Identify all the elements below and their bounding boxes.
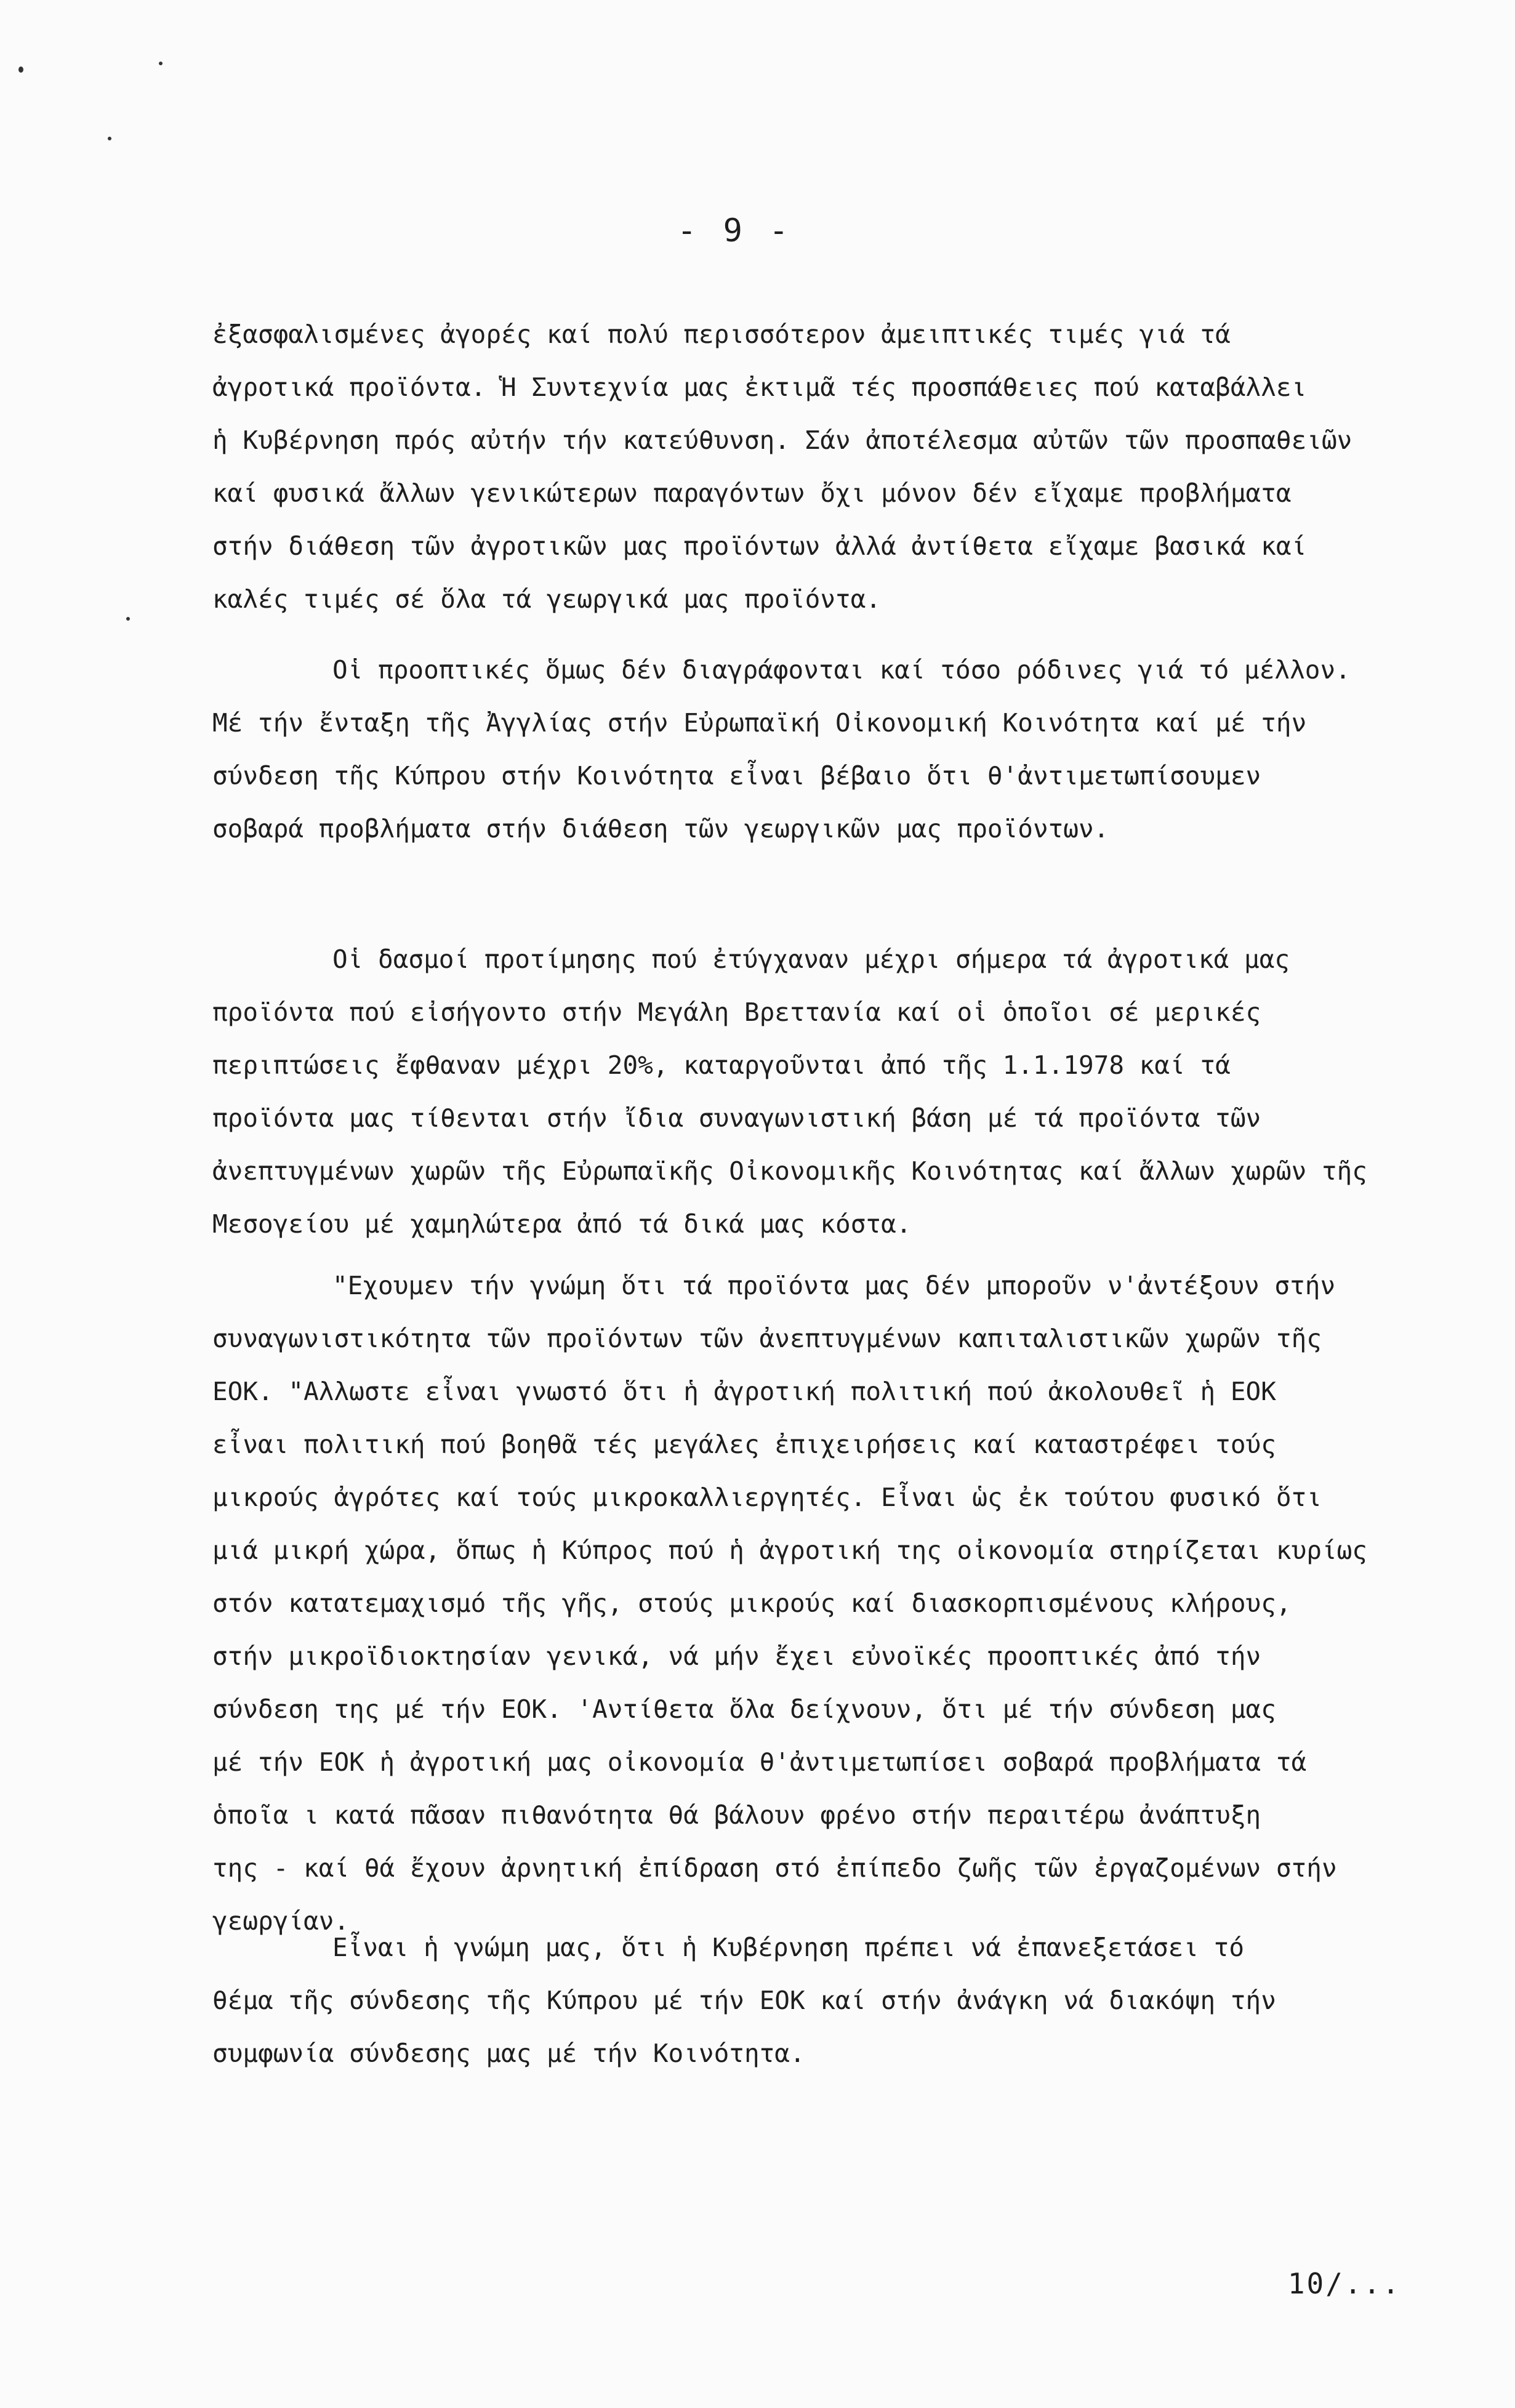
scan-speck	[159, 62, 163, 65]
text-line: Μέ τήν ἔνταξη τῆς Ἀγγλίας στήν Εὐρωπαϊκή Οἰκονομική Κοινότητα καί μέ τήν	[212, 708, 1307, 738]
text-line: καλές τιμές σέ ὅλα τά γεωργικά μας προϊόντα.	[212, 584, 882, 614]
scan-speck	[108, 137, 111, 140]
text-line: ἐξασφαλισμένες ἀγορές καί πολύ περισσότερον ἀμειπτικές τιμές γιά τά	[212, 320, 1231, 349]
text-line: Οἱ δασμοί προτίμησης πού ἐτύγχαναν μέχρι σήμερα τά ἀγροτικά μας	[332, 944, 1290, 974]
paragraph-4	[212, 1259, 1382, 1947]
text-line: ἡ Κυβέρνηση πρός αὐτήν τήν κατεύθυνση. Σάν ἀποτέλεσμα αὐτῶν τῶν προσπαθειῶν	[212, 425, 1352, 455]
text-line: σύνδεση της μέ τήν ΕΟΚ. 'Αντίθετα ὅλα δείχνουν, ὅτι μέ τήν σύνδεση μας	[212, 1694, 1276, 1724]
text-line: θέμα τῆς σύνδεσης τῆς Κύπρου μέ τήν ΕΟΚ καί στήν ἀνάγκη νά διακόψη τήν	[212, 1986, 1276, 2015]
text-line: στόν κατατεμαχισμό τῆς γῆς, στούς μικρούς καί διασκορπισμένους κλήρους,	[212, 1589, 1292, 1618]
text-line: "Εχουμεν τήν γνώμη ὅτι τά προϊόντα μας δέν μποροῦν ν'ἀντέξουν στήν	[332, 1271, 1336, 1300]
scan-speck	[18, 66, 23, 73]
paragraph-2	[212, 643, 1382, 855]
page-number: - 9 -	[677, 212, 792, 249]
text-line: γεωργίαν.	[212, 1906, 350, 1936]
text-line: συναγωνιστικότητα τῶν προϊόντων τῶν ἀνεπτυγμένων καπιταλιστικῶν χωρῶν τῆς	[212, 1324, 1322, 1353]
continuation-marker: 10/...	[1287, 2267, 1401, 2300]
paragraph-1	[212, 308, 1382, 626]
text-line: μέ τήν ΕΟΚ ἡ ἀγροτική μας οἰκονομία θ'ἀντιμετωπίσει σοβαρά προβλήματα τά	[212, 1747, 1307, 1777]
text-line: Οἱ προοπτικές ὅμως δέν διαγράφονται καί τόσο ρόδινες γιά τό μέλλον.	[332, 655, 1351, 685]
text-line: ὁποῖα ι κατά πᾶσαν πιθανότητα θά βάλουν φρένο στήν περαιτέρω ἀνάπτυξη	[212, 1800, 1261, 1830]
text-line: σοβαρά προβλήματα στήν διάθεση τῶν γεωργικῶν μας προϊόντων.	[212, 814, 1109, 844]
text-line: προϊόντα μας τίθενται στήν ἴδια συναγωνιστική βάση μέ τά προϊόντα τῶν	[212, 1103, 1261, 1133]
text-line: συμφωνία σύνδεσης μας μέ τήν Κοινότητα.	[212, 2039, 805, 2068]
text-line: στήν μικροϊδιοκτησίαν γενικά, νά μήν ἔχει εὐνοϊκές προοπτικές ἀπό τήν	[212, 1641, 1261, 1671]
text-line: μιά μικρή χώρα, ὅπως ἡ Κύπρος πού ἡ ἀγροτική της οἰκονομία στηρίζεται κυρίως	[212, 1536, 1367, 1565]
text-line: περιπτώσεις ἔφθαναν μέχρι 20%, καταργοῦνται ἀπό τῆς 1.1.1978 καί τά	[212, 1050, 1231, 1080]
text-line: μικρούς ἀγρότες καί τούς μικροκαλλιεργητές. Εἶναι ὡς ἐκ τούτου φυσικό ὅτι	[212, 1483, 1322, 1512]
text-line: Εἶναι ἡ γνώμη μας, ὅτι ἡ Κυβέρνηση πρέπει νά ἐπανεξετάσει τό	[332, 1933, 1245, 1962]
text-line: καί φυσικά ἄλλων γενικώτερων παραγόντων ὄχι μόνον δέν εἴχαμε προβλήματα	[212, 478, 1292, 508]
text-line: της - καί θά ἔχουν ἀρνητική ἐπίδραση στό ἐπίπεδο ζωῆς τῶν ἐργαζομένων στήν	[212, 1853, 1337, 1883]
text-line: σύνδεση τῆς Κύπρου στήν Κοινότητα εἶναι βέβαιο ὅτι θ'ἀντιμετωπίσουμεν	[212, 761, 1261, 791]
text-line: εἶναι πολιτική πού βοηθᾶ τές μεγάλες ἐπιχειρήσεις καί καταστρέφει τούς	[212, 1430, 1276, 1459]
text-line: προϊόντα πού εἰσήγοντο στήν Μεγάλη Βρεττανία καί οἱ ὁποῖοι σέ μερικές	[212, 997, 1261, 1027]
text-line: ΕΟΚ. "Αλλωστε εἶναι γνωστό ὅτι ἡ ἀγροτική πολιτική πού ἀκολουθεῖ ἡ ΕΟΚ	[212, 1377, 1276, 1406]
scan-speck	[126, 617, 130, 621]
text-line: Μεσογείου μέ χαμηλώτερα ἀπό τά δικά μας κόστα.	[212, 1209, 912, 1239]
text-line: στήν διάθεση τῶν ἀγροτικῶν μας προϊόντων ἀλλά ἀντίθετα εἴχαμε βασικά καί	[212, 531, 1307, 561]
paragraph-3	[212, 933, 1382, 1250]
paragraph-5	[212, 1921, 1382, 2080]
text-line: ἀγροτικά προϊόντα. Ἡ Συντεχνία μας ἐκτιμᾶ τές προσπάθειες πού καταβάλλει	[212, 372, 1307, 402]
text-line: ἀνεπτυγμένων χωρῶν τῆς Εὐρωπαϊκῆς Οἰκονομικῆς Κοινότητας καί ἄλλων χωρῶν τῆς	[212, 1156, 1367, 1186]
